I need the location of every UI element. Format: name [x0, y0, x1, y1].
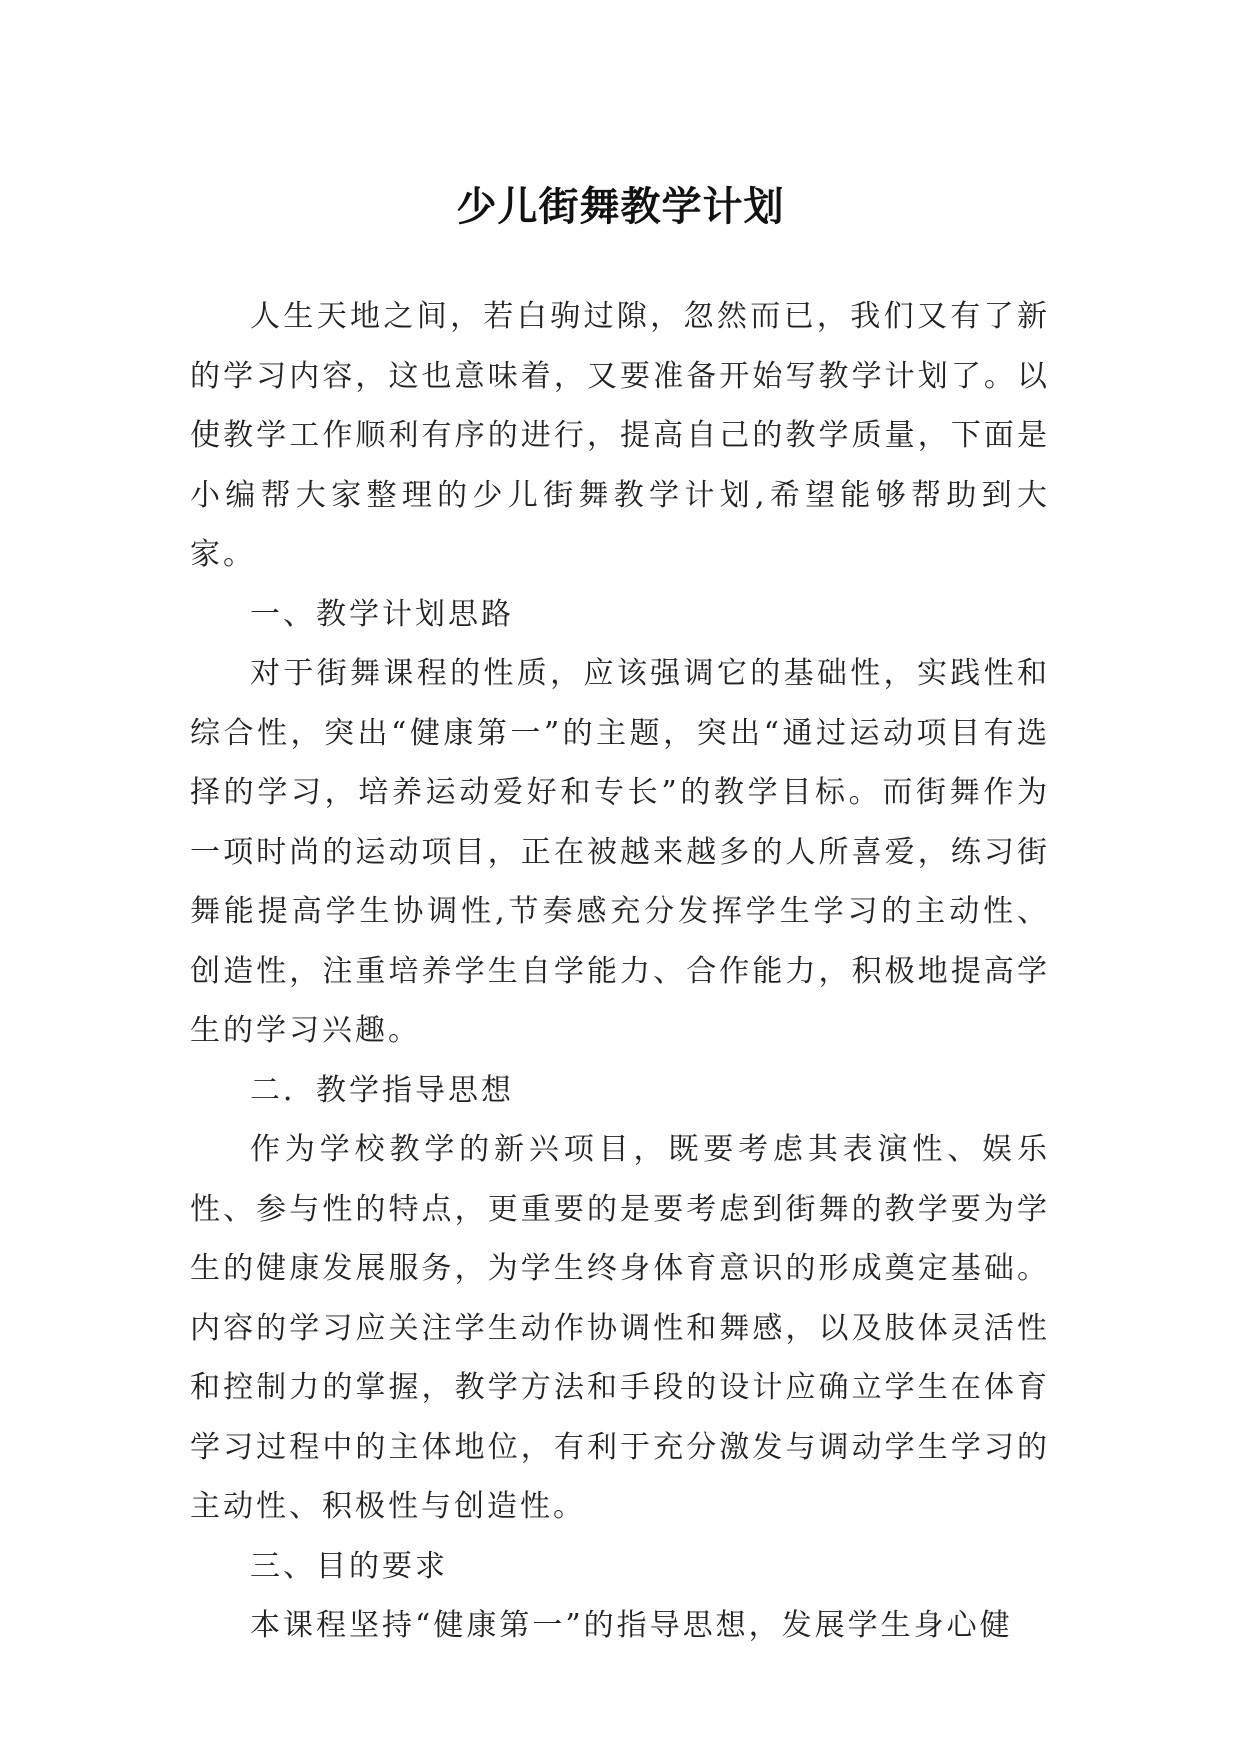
section-heading-guiding-thought: 二．教学指导思想: [250, 1072, 514, 1108]
section-heading-teaching-plan-ideas: 一、教学计划思路: [250, 596, 514, 632]
document-title: 少儿街舞教学计划: [456, 183, 785, 230]
paragraph-guiding-thought: 作为学校教学的新兴项目，既要考虑其表演性、娱乐性、参与性的特点，更重要的是要考虑到街舞的教学要为学生的健康发展服务，为学生终身体育意识的形成奠定基础。内容的学习应关注学生动作协调性和舞感，以及肢体灵活性和控制力的掌握，教学方法和手段的设计应确立学生在体育学习过程中的主体地位，有利于充分激发与调动学生学习的主动性、积极性与创造性。: [190, 1132, 1050, 1524]
paragraph-teaching-plan-ideas: 对于街舞课程的性质，应该强调它的基础性，实践性和综合性，突出“健康第一”的主题，突出“通过运动项目有选择的学习，培养运动爱好和专长”的教学目标。而街舞作为一项时尚的运动项目，正在被越来越多的人所喜爱，练习街舞能提高学生协调性,节奏感充分发挥学生学习的主动性、创造性，注重培养学生自学能力、合作能力，积极地提高学生的学习兴趣。: [190, 656, 1050, 1048]
section-heading-objectives: 三、目的要求: [250, 1548, 448, 1584]
intro-paragraph: 人生天地之间，若白驹过隙，忽然而已，我们又有了新的学习内容，这也意味着，又要准备开始写教学计划了。以使教学工作顺利有序的进行，提高自己的教学质量，下面是小编帮大家整理的少儿街舞教学计划,希望能够帮助到大家。: [190, 299, 1050, 572]
paragraph-objectives: 本课程坚持“健康第一”的指导思想，发展学生身心健: [250, 1608, 1013, 1643]
document-body: [190, 287, 1050, 1656]
